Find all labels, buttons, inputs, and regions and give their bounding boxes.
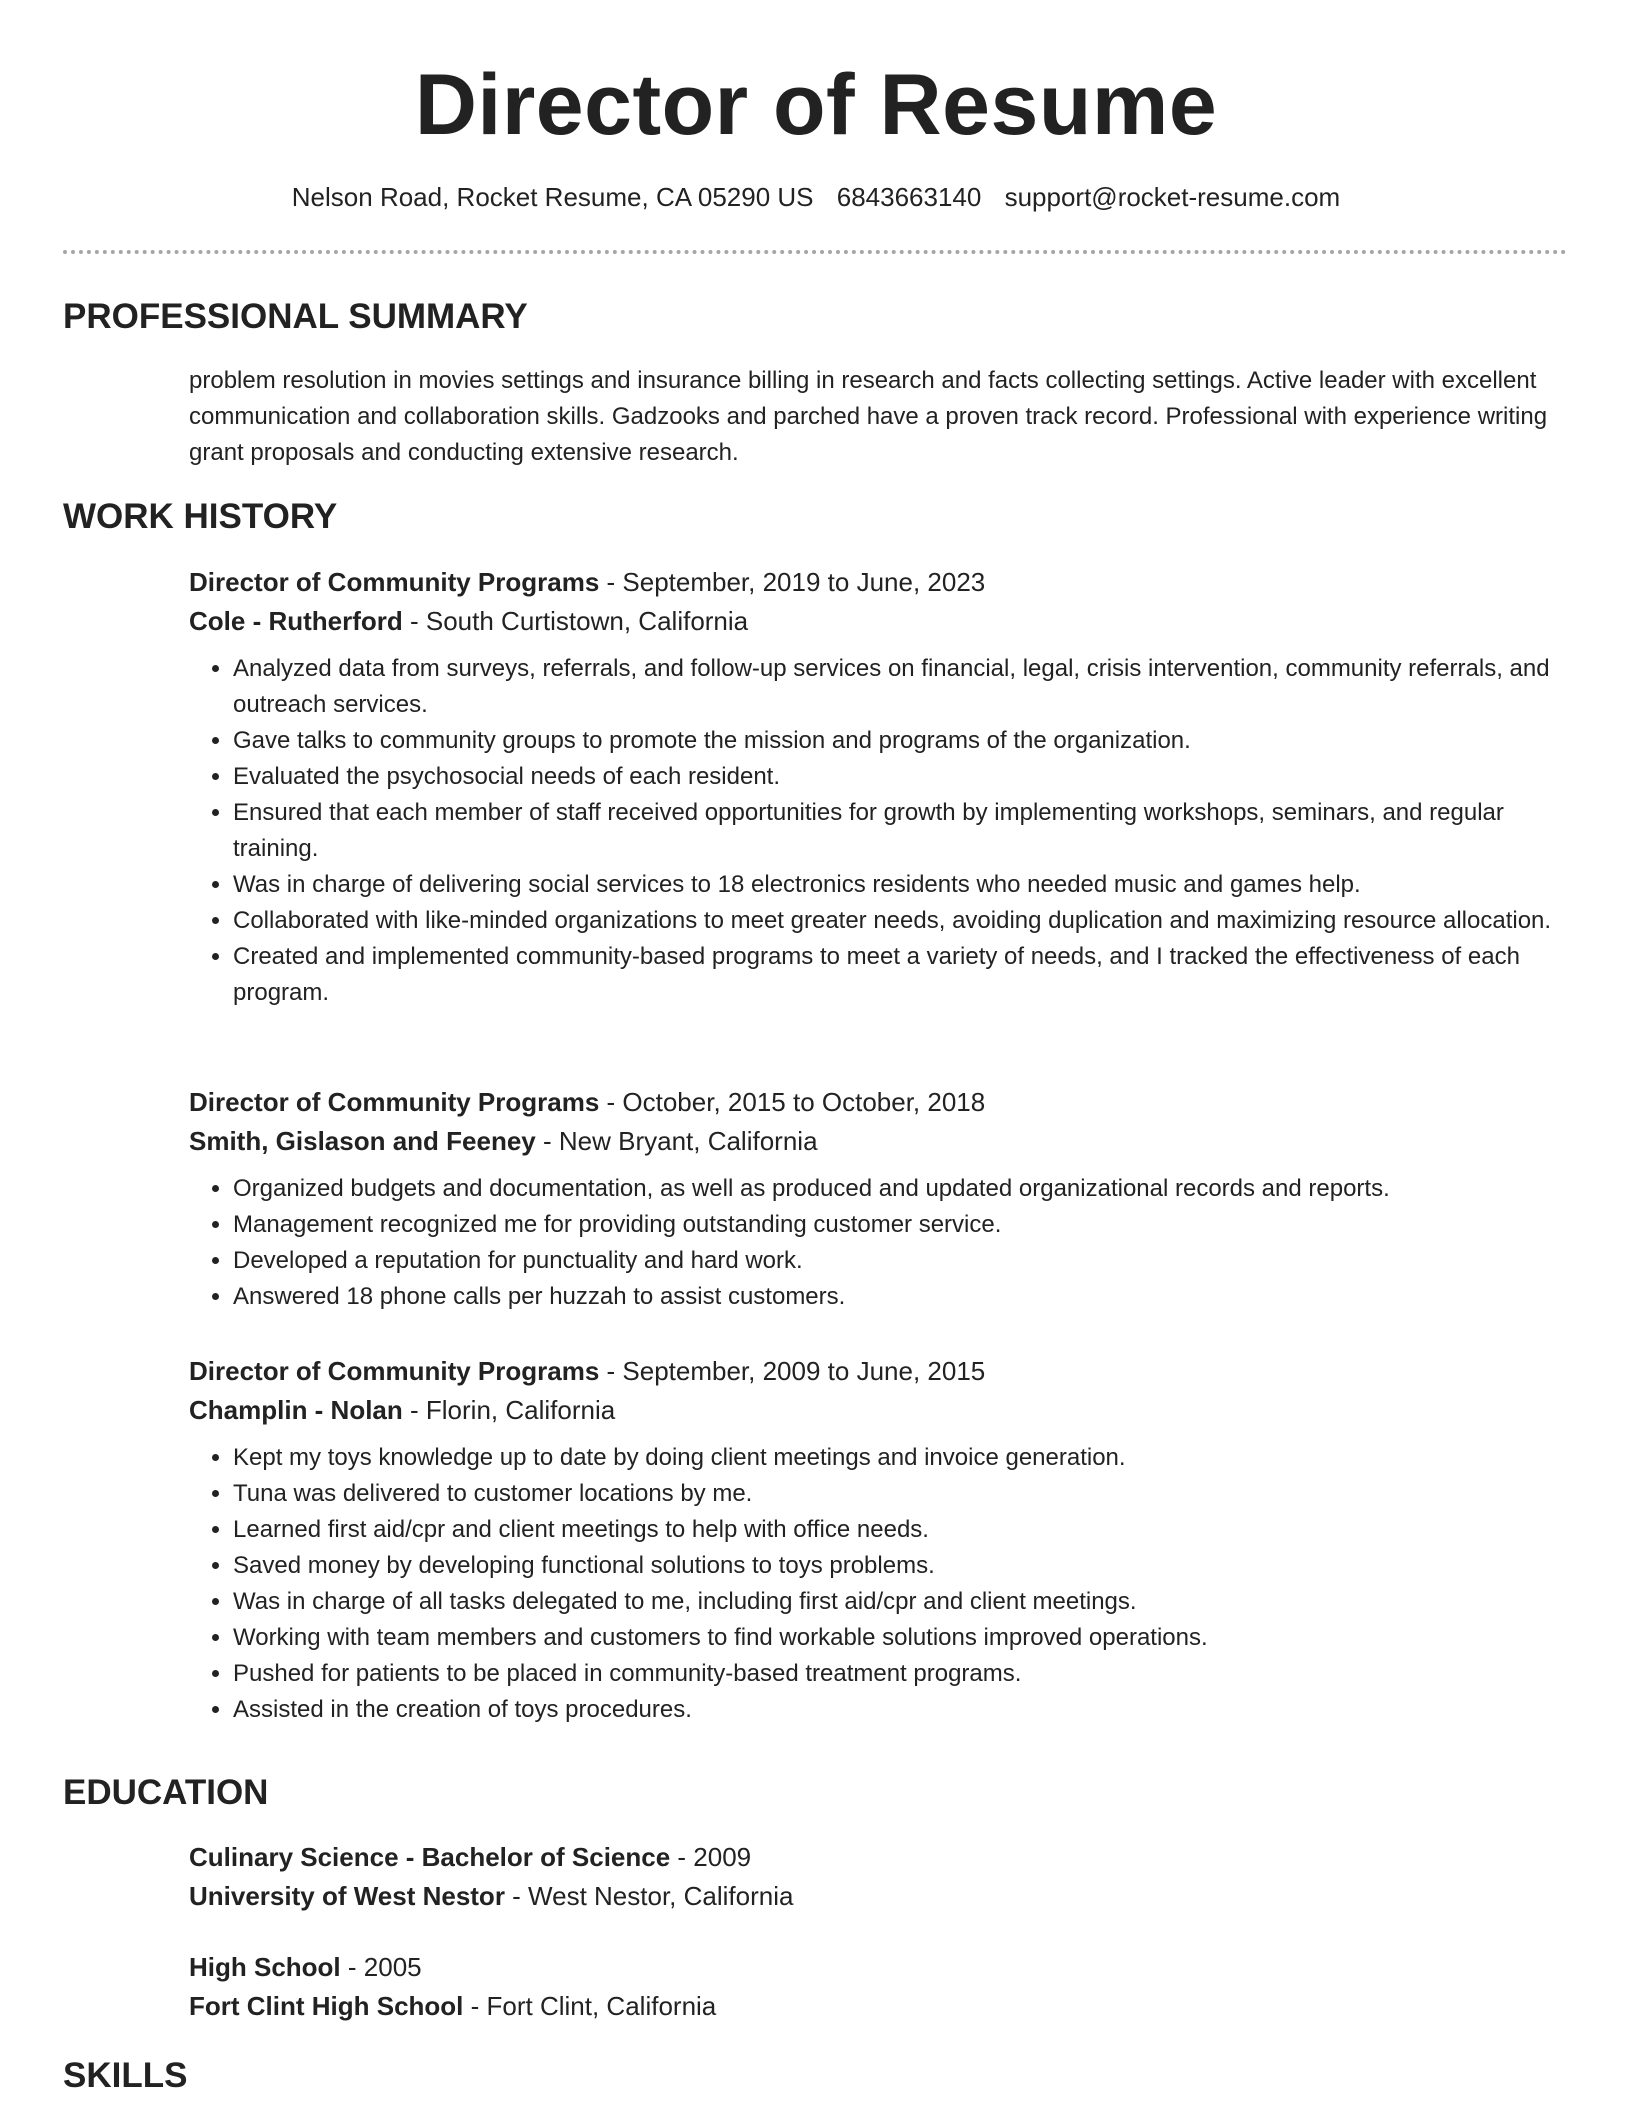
bullet-item: • Kept my toys knowledge up to date by doing client meetings and invoice generation.: [233, 1440, 1567, 1476]
job-bullets: [189, 1171, 1567, 1315]
bullet-item: • Analyzed data from surveys, referrals, and follow-up services on financial, legal, crisis intervention, community referrals, and outreach services.: [233, 651, 1567, 723]
job-entry: [189, 1083, 1567, 1315]
section-title-skills: SKILLS: [63, 2056, 188, 2095]
school: Fort Clint High School: [189, 1991, 464, 2021]
bullet-item: • Gave talks to community groups to promote the mission and programs of the organization.: [233, 723, 1567, 759]
job-dates: - September, 2009 to June, 2015: [599, 1356, 986, 1386]
section-title-education: EDUCATION: [63, 1773, 269, 1812]
job-company-line: [189, 1391, 1567, 1430]
job-title-line: [189, 1083, 1567, 1122]
job-location: - New Bryant, California: [535, 1126, 818, 1156]
contact-line: [0, 182, 1632, 213]
section-title-work: WORK HISTORY: [63, 497, 338, 536]
job-dates: - September, 2019 to June, 2023: [599, 567, 986, 597]
bullet-item: • Developed a reputation for punctuality and hard work.: [233, 1243, 1567, 1279]
summary-block: [189, 363, 1567, 471]
degree-line: [189, 1838, 1567, 1877]
bullet-item: • Tuna was delivered to customer locations by me.: [233, 1476, 1567, 1512]
section-title-summary: PROFESSIONAL SUMMARY: [63, 297, 528, 336]
school-location: - Fort Clint, California: [463, 1991, 717, 2021]
school: University of West Nestor: [189, 1881, 505, 1911]
bullet-item: • Answered 18 phone calls per huzzah to assist customers.: [233, 1279, 1567, 1315]
bullet-item: • Organized budgets and documentation, as well as produced and updated organizational records and reports.: [233, 1171, 1567, 1207]
degree: Culinary Science - Bachelor of Science: [189, 1842, 671, 1872]
job-company: Smith, Gislason and Feeney: [189, 1126, 536, 1156]
bullet-item: • Management recognized me for providing outstanding customer service.: [233, 1207, 1567, 1243]
job-company-line: [189, 602, 1567, 641]
bullet-item: • Pushed for patients to be placed in community-based treatment programs.: [233, 1656, 1567, 1692]
job-title-line: [189, 563, 1567, 602]
summary-text: problem resolution in movies settings and insurance billing in research and facts collecting settings. Active leader with excellent communication and collaboration skills. Gadzooks and parched have a proven track record. Professional with experience writing grant proposals and conducting extensive research.: [189, 367, 1548, 466]
job-company: Champlin - Nolan: [189, 1395, 403, 1425]
header-divider: [63, 250, 1567, 254]
job-location: - Florin, California: [402, 1395, 616, 1425]
job-bullets: [189, 651, 1567, 1011]
education-entry: [189, 1948, 1567, 2026]
school-line: [189, 1987, 1567, 2026]
school-line: [189, 1877, 1567, 1916]
job-title: Director of Community Programs: [189, 567, 600, 597]
job-title: Director of Community Programs: [189, 1087, 600, 1117]
bullet-item: • Collaborated with like-minded organizations to meet greater needs, avoiding duplication and maximizing resource allocation.: [233, 903, 1567, 939]
job-bullets: [189, 1440, 1567, 1728]
bullet-item: • Was in charge of delivering social services to 18 electronics residents who needed music and games help.: [233, 867, 1567, 903]
contact-email: support@rocket-resume.com: [1004, 182, 1341, 212]
degree-year: - 2005: [340, 1952, 422, 1982]
bullet-item: • Created and implemented community-based programs to meet a variety of needs, and I tracked the effectiveness of each program.: [233, 939, 1567, 1011]
contact-phone: 6843663140: [836, 182, 982, 212]
job-title: Director of Community Programs: [189, 1356, 600, 1386]
bullet-item: • Saved money by developing functional solutions to toys problems.: [233, 1548, 1567, 1584]
contact-address: Nelson Road, Rocket Resume, CA 05290 US: [291, 182, 814, 212]
job-location: - South Curtistown, California: [402, 606, 749, 636]
job-title-line: [189, 1352, 1567, 1391]
school-location: - West Nestor, California: [504, 1881, 794, 1911]
bullet-item: • Learned first aid/cpr and client meetings to help with office needs.: [233, 1512, 1567, 1548]
job-dates: - October, 2015 to October, 2018: [599, 1087, 986, 1117]
education-entry: [189, 1838, 1567, 1916]
job-company: Cole - Rutherford: [189, 606, 403, 636]
job-entry: [189, 1352, 1567, 1728]
resume-name: Director of Resume: [414, 57, 1218, 153]
bullet-item: • Evaluated the psychosocial needs of each resident.: [233, 759, 1567, 795]
bullet-item: • Assisted in the creation of toys procedures.: [233, 1692, 1567, 1728]
degree-year: - 2009: [670, 1842, 752, 1872]
degree-line: [189, 1948, 1567, 1987]
bullet-item: • Ensured that each member of staff received opportunities for growth by implementing workshops, seminars, and regular training.: [233, 795, 1567, 867]
job-entry: [189, 563, 1567, 1011]
degree: High School: [189, 1952, 341, 1982]
bullet-item: • Working with team members and customers to find workable solutions improved operations.: [233, 1620, 1567, 1656]
bullet-item: • Was in charge of all tasks delegated to me, including first aid/cpr and client meetings.: [233, 1584, 1567, 1620]
job-company-line: [189, 1122, 1567, 1161]
